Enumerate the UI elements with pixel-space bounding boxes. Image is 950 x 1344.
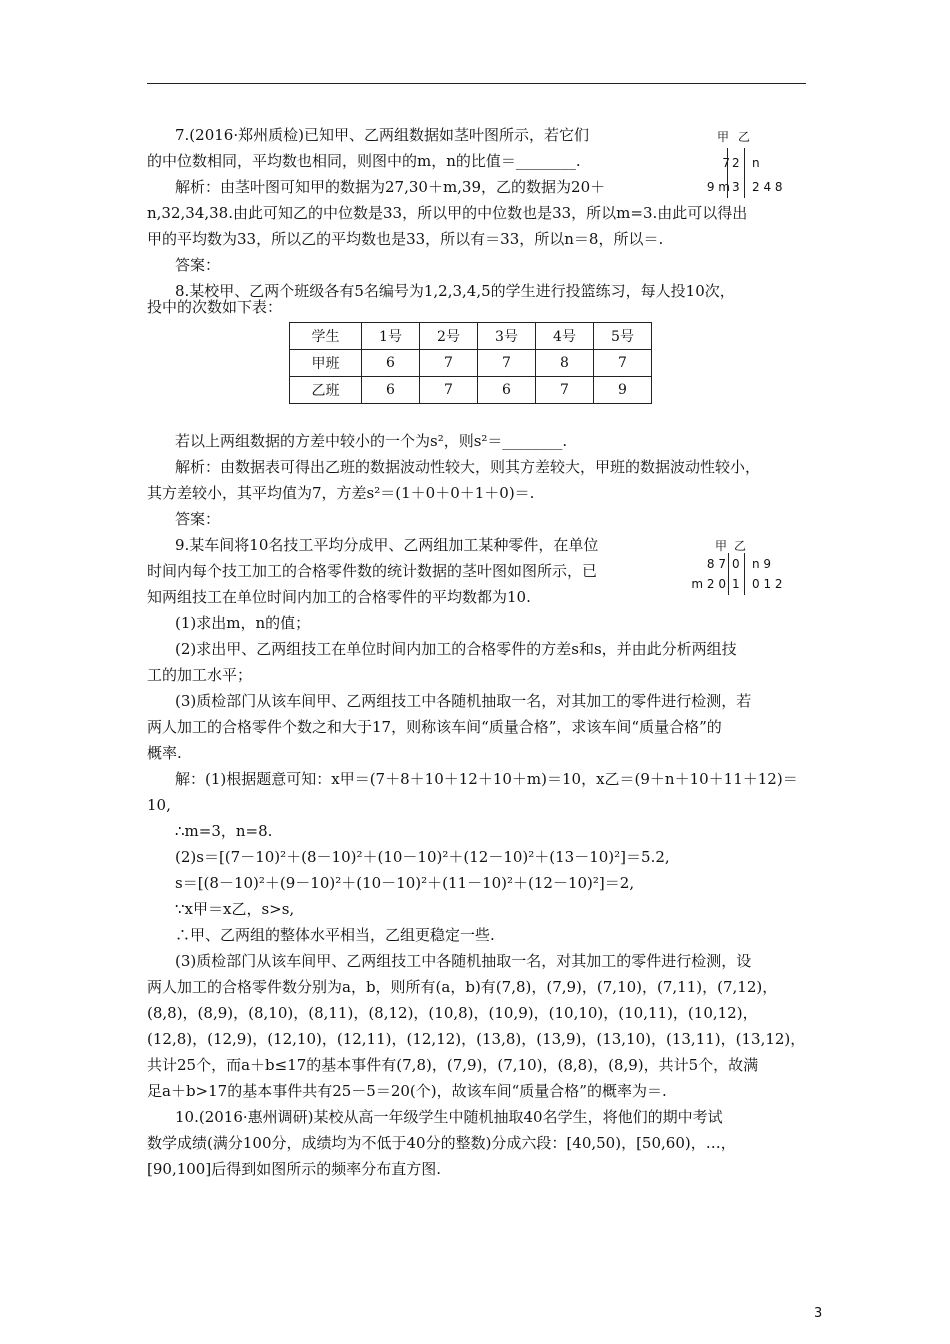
q9-solution-line-1: 解：(1)根据题意可知：x甲＝(7＋8＋10＋12＋10＋m)＝10，x乙＝(9＋n＋10＋11＋12)＝	[175, 770, 798, 788]
q7-line-2: 的中位数相同，平均数也相同，则图中的m，n的比值＝________.	[147, 152, 581, 170]
table-cell: 8	[536, 350, 594, 377]
q8-solution-line-2: 其方差较小，其平均值为7，方差s²＝(1＋0＋0＋1＋0)＝.	[147, 484, 535, 502]
q10-line-1: 10.(2016·惠州调研)某校从高一年级学生中随机抽取40名学生，将他们的期中考试	[175, 1108, 723, 1126]
q9-solution-line-9: 两人加工的合格零件数分别为a，b，则所有(a，b)有(7,8)，(7,9)，(7,10)，(7,11)，(7,12)，	[147, 978, 778, 996]
table-header-cell: 2号	[420, 323, 478, 350]
stem7-row1-stem: 2	[732, 156, 740, 170]
stem7-divider-left	[727, 148, 728, 198]
stem7-row2-left: 9 m	[706, 180, 730, 194]
q9-part-2-line-1: (2)求出甲、乙两组技工在单位时间内加工的合格零件的方差s和s，并由此分析两组技	[175, 640, 737, 658]
table-cell: 6	[478, 377, 536, 404]
q9-solution-line-2: 10,	[147, 796, 171, 814]
table-cell: 甲班	[290, 350, 362, 377]
q9-part-3-line-1: (3)质检部门从该车间甲、乙两组技工中各随机抽取一名，对其加工的零件进行检测，若	[175, 692, 752, 710]
table-cell: 7	[594, 350, 652, 377]
table-cell: 9	[594, 377, 652, 404]
q7-solution-line-2: n,32,34,38.由此可知乙的中位数是33，所以甲的中位数也是33，所以m=3.由此可以得出	[147, 204, 748, 222]
table-header-row	[290, 323, 652, 350]
stem7-divider-right	[744, 148, 745, 198]
q9-solution-line-12: 共计25个，而a＋b≤17的基本事件有(7,8)，(7,9)，(7,10)，(8,8)，(8,9)，共计5个，故满	[147, 1056, 759, 1074]
stem9-row1-right: n 9	[752, 557, 772, 571]
stem9-header-jia: 甲	[715, 539, 728, 553]
table-header-cell: 3号	[478, 323, 536, 350]
stem7-row1-right: n	[752, 156, 760, 170]
stem9-row1-left: 8 7	[706, 557, 726, 571]
table-cell: 7	[478, 350, 536, 377]
q10-line-3: [90,100]后得到如图所示的频率分布直方图.	[147, 1160, 441, 1178]
q9-part-1: (1)求出m，n的值；	[175, 614, 311, 632]
q9-solution-line-10: (8,8)，(8,9)，(8,10)，(8,11)，(8,12)，(10,8)，(10,9)，(10,10)，(10,11)，(10,12)，	[147, 1004, 758, 1022]
q9-part-3-line-3: 概率.	[147, 744, 182, 762]
page-number: 3	[814, 1306, 823, 1321]
stem7-header-jia: 甲	[717, 130, 730, 144]
table-cell: 7	[420, 350, 478, 377]
stem-leaf-plot-q7	[680, 128, 810, 198]
q7-line-1: 7.(2016·郑州质检)已知甲、乙两组数据如茎叶图所示，若它们	[175, 126, 589, 144]
stem9-row2-left: m 2 0	[691, 577, 726, 591]
stem7-header-yi: 乙	[738, 130, 751, 144]
table-row	[290, 350, 652, 377]
stem7-row1-left: 7	[722, 156, 730, 170]
stem9-divider-left	[728, 553, 729, 595]
q8-answer-label: 答案：	[175, 510, 221, 528]
table-cell: 乙班	[290, 377, 362, 404]
stem9-divider-right	[744, 553, 745, 595]
table-cell: 6	[362, 377, 420, 404]
header-rule	[147, 83, 806, 84]
q9-solution-line-7: ∴甲、乙两组的整体水平相当，乙组更稳定一些.	[175, 926, 495, 944]
stem9-row2-right: 0 1 2	[752, 577, 783, 591]
score-table	[289, 322, 652, 404]
q8-solution-line-1: 解析：由数据表可得出乙班的数据波动性较大，则其方差较大，甲班的数据波动性较小，	[175, 458, 761, 476]
table-cell: 7	[420, 377, 478, 404]
q10-line-2: 数学成绩(满分100分，成绩均为不低于40分的整数)分成六段：[40,50)，[50,60)，…，	[147, 1134, 736, 1152]
q9-solution-line-5: s＝[(8－10)²＋(9－10)²＋(10－10)²＋(11－10)²＋(12－10)²]＝2,	[175, 874, 635, 892]
stem7-row2-right: 2 4 8	[752, 180, 783, 194]
q9-solution-line-6: ∵x甲＝x乙，s>s,	[175, 900, 295, 918]
q9-solution-line-4: (2)s＝[(7－10)²＋(8－10)²＋(10－10)²＋(12－10)²＋(13－10)²]＝5.2,	[175, 848, 670, 866]
q7-solution-line-3: 甲的平均数为33，所以乙的平均数也是33，所以有＝33，所以n＝8，所以＝.	[147, 230, 664, 248]
stem9-header-yi: 乙	[734, 539, 747, 553]
stem7-row2-stem: 3	[732, 180, 740, 194]
table-header-cell: 1号	[362, 323, 420, 350]
q9-line-3: 知两组技工在单位时间内加工的合格零件的平均数都为10.	[147, 588, 531, 606]
q9-solution-line-8: (3)质检部门从该车间甲、乙两组技工中各随机抽取一名，对其加工的零件进行检测，设	[175, 952, 752, 970]
q8-line-3: 若以上两组数据的方差中较小的一个为s²，则s²＝________.	[175, 432, 568, 450]
table-header-cell: 4号	[536, 323, 594, 350]
q8-line-2: 投中的次数如下表：	[147, 298, 283, 316]
q9-solution-line-13: 足a＋b>17的基本事件共有25－5＝20(个)，故该车间“质量合格”的概率为＝.	[147, 1082, 667, 1100]
stem9-row1-stem: 0	[732, 557, 740, 571]
q9-line-1: 9.某车间将10名技工平均分成甲、乙两组加工某种零件，在单位	[175, 536, 599, 554]
q9-solution-line-3: ∴m=3，n=8.	[175, 822, 273, 840]
table-row	[290, 377, 652, 404]
q9-part-2-line-2: 工的加工水平；	[147, 666, 253, 684]
q9-line-2: 时间内每个技工加工的合格零件数的统计数据的茎叶图如图所示，已	[147, 562, 598, 580]
table-cell: 6	[362, 350, 420, 377]
table-header-cell: 学生	[290, 323, 362, 350]
q9-solution-line-11: (12,8)，(12,9)，(12,10)，(12,11)，(12,12)，(13,8)，(13,9)，(13,10)，(13,11)，(13,12)，	[147, 1030, 806, 1048]
q8-line-1: 8.某校甲、乙两个班级各有5名编号为1,2,3,4,5的学生进行投篮练习，每人投10次，	[175, 282, 735, 300]
table-cell: 7	[536, 377, 594, 404]
q9-part-3-line-2: 两人加工的合格零件个数之和大于17，则称该车间“质量合格”，求该车间“质量合格”的	[147, 718, 722, 736]
q7-solution-line-1: 解析：由茎叶图可知甲的数据为27,30＋m,39，乙的数据为20＋	[175, 178, 606, 196]
q7-answer-label: 答案：	[175, 256, 221, 274]
stem-leaf-plot-q9	[650, 537, 810, 597]
stem9-row2-stem: 1	[732, 577, 740, 591]
table-header-cell: 5号	[594, 323, 652, 350]
